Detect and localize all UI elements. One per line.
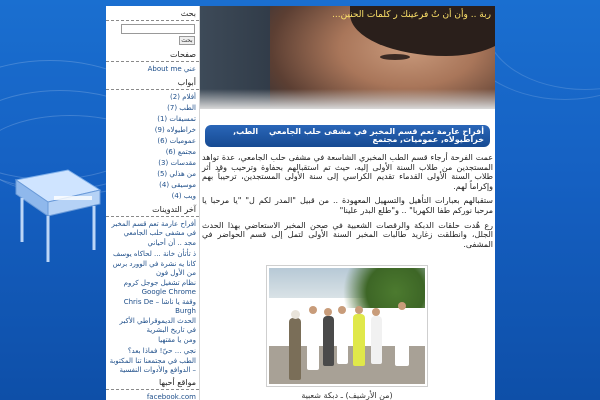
page-link-suffix: عني [183, 65, 196, 73]
section-link[interactable]: من هذلي (5) [157, 170, 196, 178]
post-photo [266, 265, 428, 387]
recent-post-link[interactable]: مجد .. أن أحياني [147, 239, 196, 247]
post-paragraph: ستقبالهم بعبارات التأهيل والتسهيل المعهودة .. من قبيل "المدر لكم ل" "يا مرحبا يا مرحبا نوركم طفا الكهربا" .. و"طلع البدر علينا" [202, 196, 493, 215]
section-link[interactable]: خراطيولاه (9) [154, 126, 196, 134]
search-input[interactable] [121, 24, 195, 34]
post-title-bar [205, 125, 490, 147]
recent-post-link[interactable]: ذ تأتأن خانة ... لحاكاه يوسف [113, 249, 196, 258]
recent-post-link[interactable]: نجي ... حيّ! فماذا بعد؟ [127, 346, 196, 355]
page-link-label: About me [147, 65, 182, 73]
page-link-about[interactable] [109, 64, 196, 75]
sidebar [106, 6, 200, 400]
search-title: بحث [106, 6, 199, 21]
recent-post-link[interactable]: نظام تشغيل جوجل كروم Google Chrome [123, 279, 196, 296]
section-link[interactable]: تمسيقات (1) [157, 115, 196, 123]
sections-title: أبواب [106, 75, 199, 90]
recent-post-link[interactable]: ومن يا مقتهيا [158, 336, 196, 344]
section-link[interactable]: الطب (7) [167, 104, 196, 112]
background-right [495, 0, 600, 400]
recent-post-link[interactable]: الطب في مجتمعنا تنا المكتوبة – الدوافع والأدوات النفسية [109, 357, 196, 374]
main-content [200, 109, 495, 400]
pages-list [106, 64, 199, 75]
post-paragraph: رع هُدت حلقات الدبكة والرقصات الشعبية في صحن المخبر الاستعاضي بهذا الحدث الجلل، وانطلقت زغاريد طالبات المخبر السنة الأولى لتمل إلى قسم الحواضر في المشفى. [202, 220, 493, 249]
post-title[interactable]: أفراح عارمة تعم قسم المخبر في مشفى حلب الجامعي [268, 127, 484, 136]
recent-post-link[interactable]: وقفة يا ناشا – Chris De Burgh [123, 298, 196, 315]
post-categories[interactable]: الطب, خراطيولاه, عموميات, مجتمع [233, 127, 484, 144]
recent-posts-list [106, 219, 199, 375]
photo-caption: (من الأرشيف) ـ دبكة شعبية [301, 391, 393, 400]
sections-list [106, 92, 199, 202]
section-link[interactable]: مقدسات (3) [158, 159, 196, 167]
links-list [106, 392, 199, 400]
header-banner [200, 6, 495, 109]
search-button[interactable]: بحث [179, 36, 195, 45]
recent-post-link[interactable]: كانا يه نشرة في الوورد برس من الأول فون [112, 260, 196, 277]
recent-post-link[interactable]: أفراح عارمة تعم قسم المخبر في مشفى حلب الجامعي [111, 220, 196, 237]
section-link[interactable]: موسيقى (4) [159, 181, 196, 189]
section-link[interactable]: أفلام (2) [170, 93, 196, 101]
links-title: مواقع أحبها [106, 375, 199, 390]
header-slogan: ربة .. وأن أن تُ فرعينك ر كلمات الحنين... [332, 10, 491, 20]
blogroll-link[interactable]: facebook.com [146, 393, 196, 400]
section-link[interactable]: عموميات (6) [157, 137, 196, 145]
post-body [202, 153, 493, 254]
post-paragraph: عمت الفرحة أرجاء قسم الطب المخبري الشاسعة في مشفى حلب الجامعي، عدة تواهد المستجدين من طلاب السنة الأولى إليه، حيث تم استقبالهم بحفاوة وترحيب وقد أثر طلاب السنة الأولى القدماء تقديم الكراسي إلى سنة الأولى المستجدين، ترحيباً بهم وإكراماً لهم. [202, 153, 493, 191]
section-link[interactable]: مجتمع (6) [165, 148, 196, 156]
piano-illustration [8, 150, 104, 270]
pages-title: صفحات [106, 47, 199, 62]
section-link[interactable]: ويب (4) [171, 192, 196, 200]
background-left [0, 0, 106, 400]
recent-posts-title: آخر التدوينات [106, 202, 199, 217]
recent-post-link[interactable]: الحدث الديموقراطي الأكبر في تاريخ البشرية [119, 317, 196, 334]
